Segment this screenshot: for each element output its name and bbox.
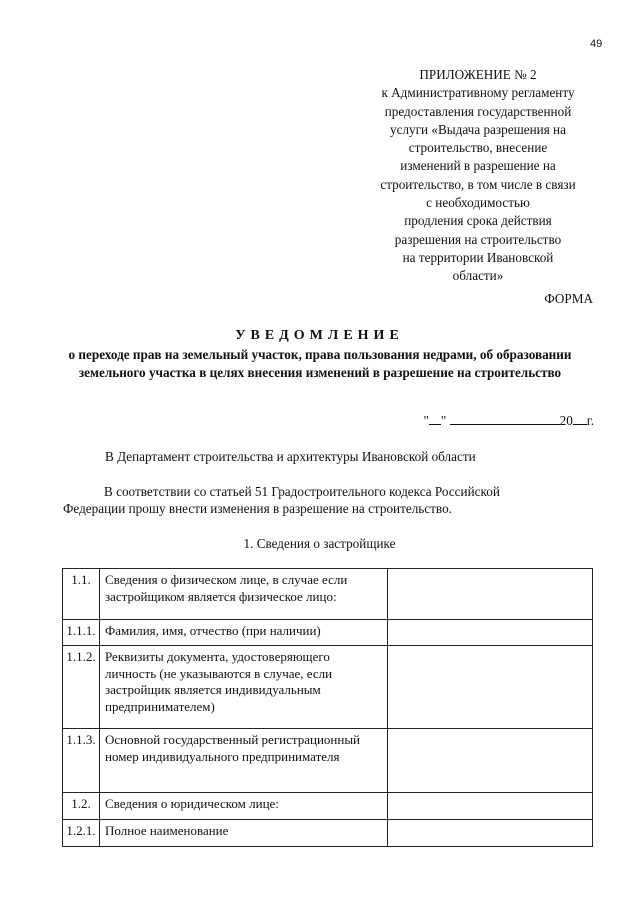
appendix-line: продления срока действия: [404, 213, 552, 229]
row-label: Сведения о физическом лице, в случае если застройщиком является физическое лицо:: [100, 569, 388, 620]
row-value-cell[interactable]: [388, 820, 593, 847]
date-year-prefix: 20: [559, 413, 573, 428]
date-year-suffix: г.: [586, 413, 594, 428]
appendix-header: [358, 66, 598, 286]
appendix-line: строительство, внесение: [408, 140, 548, 156]
row-value-cell[interactable]: [388, 620, 593, 646]
row-label: Фамилия, имя, отчество (при наличии): [100, 620, 388, 646]
page-number: 49: [590, 38, 603, 50]
row-label: Полное наименование: [100, 820, 388, 847]
row-value-cell[interactable]: [388, 793, 593, 820]
row-label: Реквизиты документа, удостоверяющего личность (не указываются в случае, если застройщик является индивидуальным предпринимателем): [100, 646, 388, 729]
table-row: [63, 569, 593, 620]
request-text-line2: Федерации прошу внести изменения в разрешение на строительство.: [63, 501, 452, 516]
row-number: 1.1.: [63, 569, 100, 620]
appendix-line: к Административному регламенту: [381, 85, 575, 101]
table-row: [63, 820, 593, 847]
row-label: Основной государственный регистрационный номер индивидуального предпринимателя: [100, 729, 388, 793]
appendix-line: разрешения на строительство: [394, 231, 562, 247]
document-subtitle: о переходе прав на земельный участок, права пользования недрами, об образовании земельного участка в целях внесения изменений в разрешение на строительство: [68, 347, 572, 380]
date-quote-close: ": [440, 413, 447, 428]
row-value-cell[interactable]: [388, 646, 593, 729]
appendix-line: услуги «Выдача разрешения на: [390, 121, 566, 137]
request-text-line1: В соответствии со статьей 51 Градостроительного кодекса Российской: [104, 484, 500, 499]
year-blank[interactable]: [573, 412, 587, 425]
date-line: [424, 412, 594, 429]
month-blank[interactable]: [450, 412, 560, 425]
row-number: 1.2.: [63, 793, 100, 820]
row-number: 1.1.3.: [63, 729, 100, 793]
appendix-line: с необходимостью: [426, 195, 530, 211]
table-row: [63, 793, 593, 820]
appendix-line: на территории Ивановской: [402, 249, 554, 265]
row-value-cell[interactable]: [388, 569, 593, 620]
row-label: Сведения о юридическом лице:: [100, 793, 388, 820]
table-row: [63, 620, 593, 646]
section-title: 1. Сведения о застройщике: [243, 536, 396, 551]
row-number: 1.1.1.: [63, 620, 100, 646]
table-row: [63, 646, 593, 729]
appendix-line: ПРИЛОЖЕНИЕ № 2: [419, 67, 537, 82]
row-number: 1.2.1.: [63, 820, 100, 847]
day-blank[interactable]: [429, 412, 441, 425]
appendix-line: изменений в разрешение на: [400, 158, 556, 174]
appendix-line: предоставления государственной: [384, 103, 572, 119]
row-value-cell[interactable]: [388, 729, 593, 793]
form-label: ФОРМА: [544, 291, 593, 306]
row-number: 1.1.2.: [63, 646, 100, 729]
developer-info-table: [62, 568, 593, 847]
document-title: УВЕДОМЛЕНИЕ: [235, 328, 404, 343]
appendix-line: строительство, в том числе в связи: [380, 176, 576, 192]
addressee: В Департамент строительства и архитектуры Ивановской области: [105, 449, 476, 464]
table-row: [63, 729, 593, 793]
appendix-line: области»: [452, 268, 504, 284]
date-quote-open: ": [423, 413, 429, 428]
